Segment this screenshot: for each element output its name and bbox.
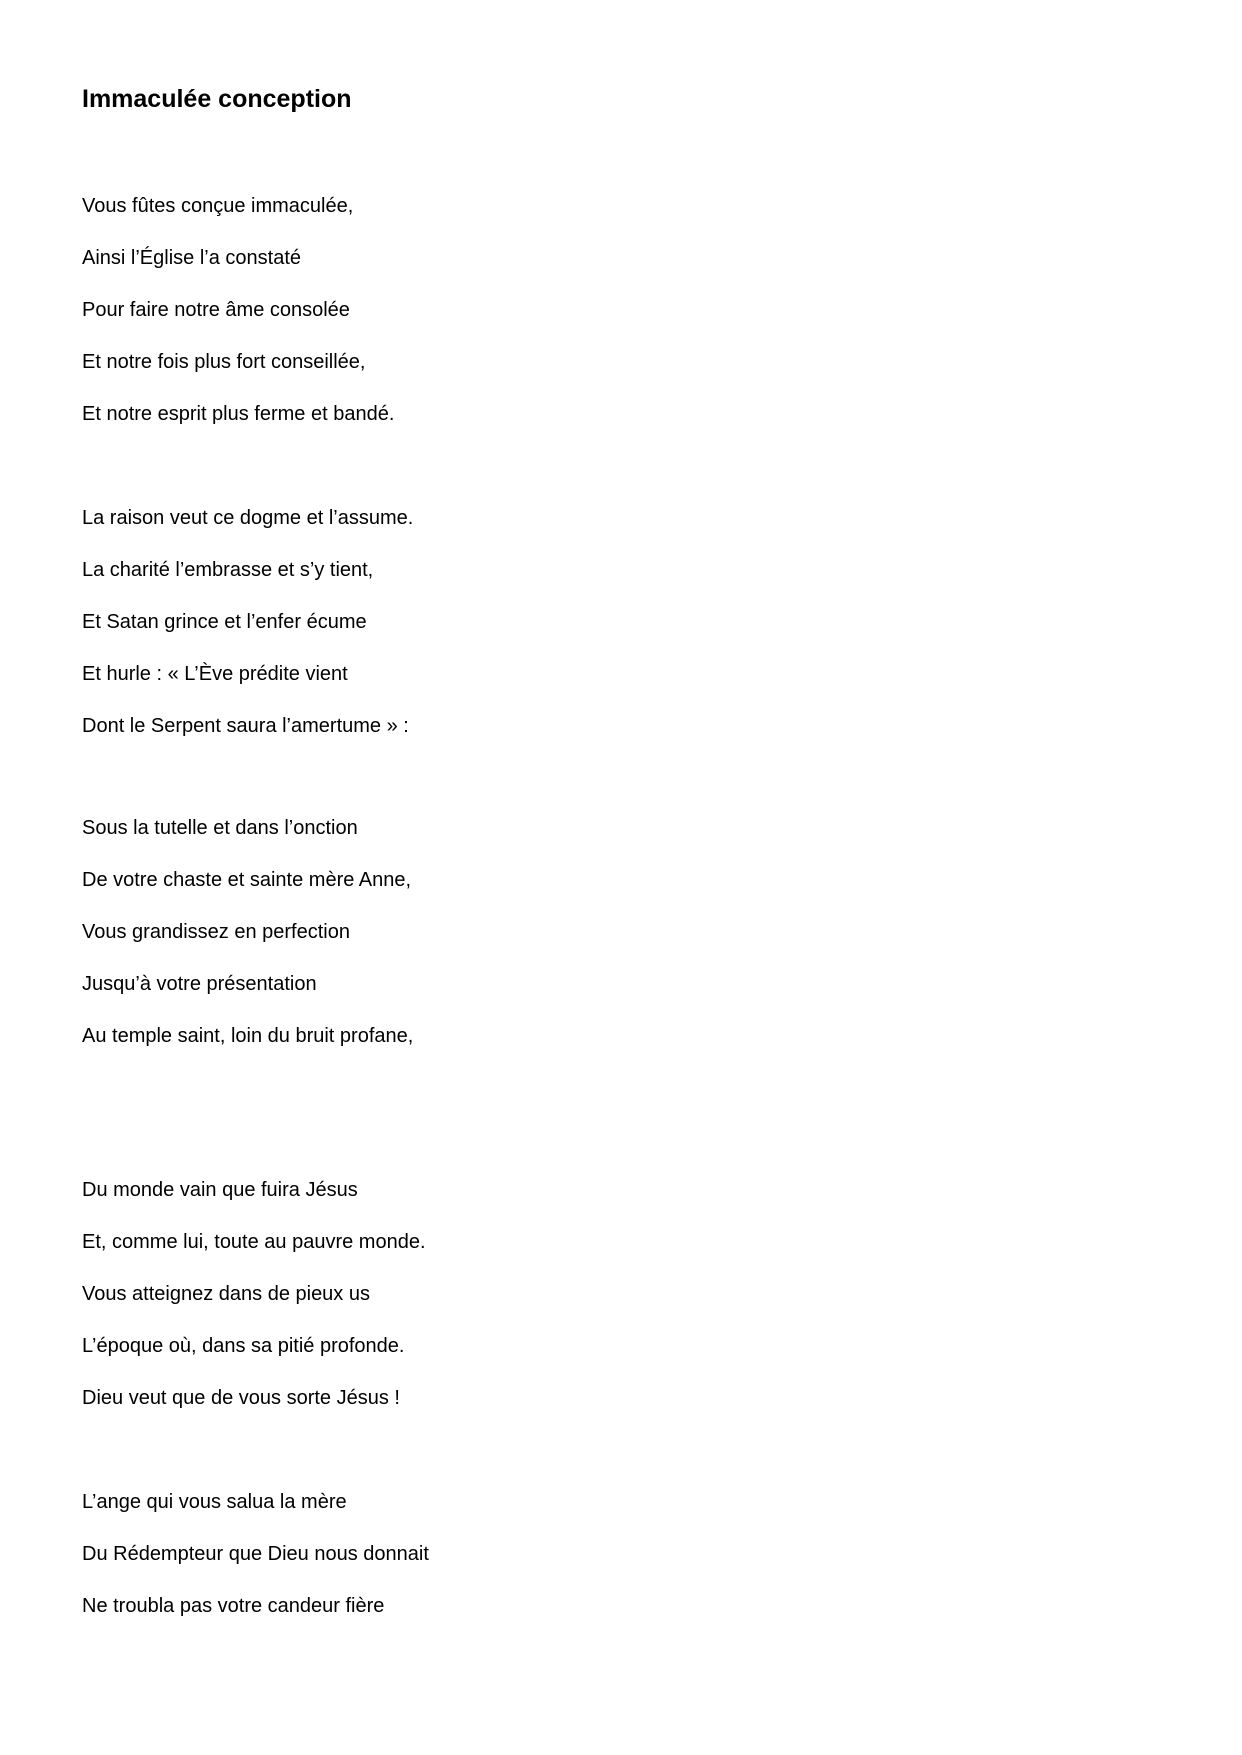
stanza-2-line-5: Dont le Serpent saura l’amertume » : bbox=[82, 715, 409, 737]
stanza-5-line-1: L’ange qui vous salua la mère bbox=[82, 1491, 347, 1513]
stanza-5-line-3: Ne troubla pas votre candeur fière bbox=[82, 1595, 385, 1617]
stanza-3-line-3: Vous grandissez en perfection bbox=[82, 921, 350, 943]
stanza-4-line-4: L’époque où, dans sa pitié profonde. bbox=[82, 1335, 405, 1357]
stanza-1-line-5: Et notre esprit plus ferme et bandé. bbox=[82, 403, 395, 425]
stanza-2-line-4: Et hurle : « L’Ève prédite vient bbox=[82, 663, 348, 685]
stanza-3-line-2: De votre chaste et sainte mère Anne, bbox=[82, 869, 412, 891]
stanza-4-line-5: Dieu veut que de vous sorte Jésus ! bbox=[82, 1387, 400, 1409]
stanza-3-line-1: Sous la tutelle et dans l’onction bbox=[82, 817, 358, 839]
stanza-4-line-2: Et, comme lui, toute au pauvre monde. bbox=[82, 1231, 426, 1253]
stanza-1-line-1: Vous fûtes conçue immaculée, bbox=[82, 195, 354, 217]
stanza-2-line-2: La charité l’embrasse et s’y tient, bbox=[82, 559, 374, 581]
stanza-1-line-2: Ainsi l’Église l’a constaté bbox=[82, 247, 301, 269]
stanza-1-line-4: Et notre fois plus fort conseillée, bbox=[82, 351, 366, 373]
stanza-1-line-3: Pour faire notre âme consolée bbox=[82, 299, 350, 321]
stanza-4-line-1: Du monde vain que fuira Jésus bbox=[82, 1179, 358, 1201]
stanza-3-line-5: Au temple saint, loin du bruit profane, bbox=[82, 1025, 414, 1047]
stanza-2-line-1: La raison veut ce dogme et l’assume. bbox=[82, 507, 414, 529]
stanza-4-line-3: Vous atteignez dans de pieux us bbox=[82, 1283, 370, 1305]
stanza-3-line-4: Jusqu’à votre présentation bbox=[82, 973, 317, 995]
stanza-5-line-2: Du Rédempteur que Dieu nous donnait bbox=[82, 1543, 429, 1565]
stanza-2-line-3: Et Satan grince et l’enfer écume bbox=[82, 611, 367, 633]
poem-title: Immaculée conception bbox=[82, 85, 352, 113]
